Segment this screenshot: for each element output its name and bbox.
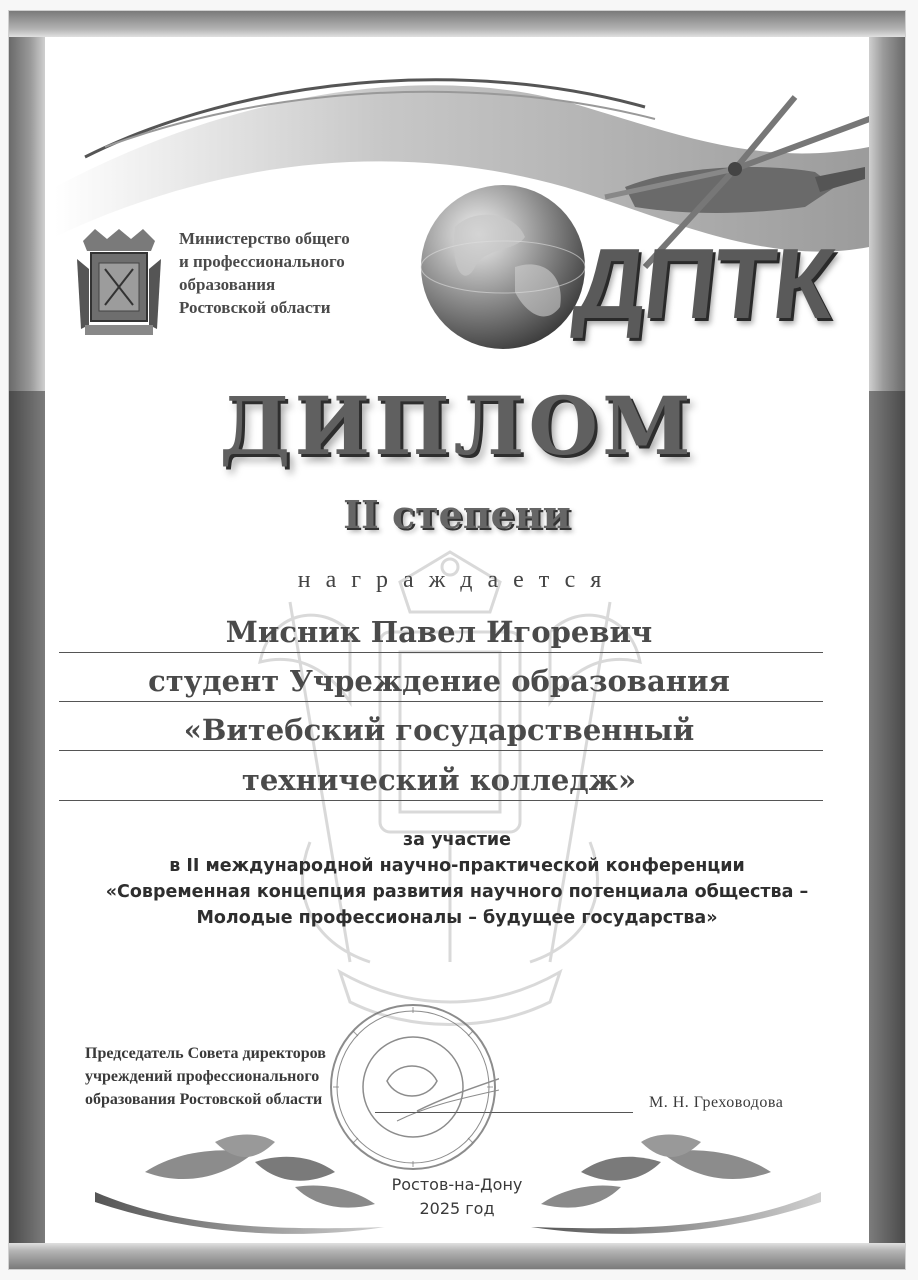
diploma-degree: II степени (343, 492, 571, 537)
diploma-title: ДИПЛОМ (219, 379, 695, 473)
signer-name: М. Н. Греховодова (649, 1094, 784, 1111)
frame-top (9, 11, 905, 37)
chair-line: учреждений профессионального (85, 1068, 320, 1085)
city-and-year (45, 1173, 869, 1221)
ministry-line: Ростовской области (179, 298, 331, 317)
recipient-line: «Витебский государственный (183, 713, 695, 747)
underline (59, 701, 823, 702)
globe-icon (421, 185, 585, 349)
recipient-line: студент Учреждение образования (148, 664, 730, 698)
ministry-line: Министерство общего (179, 229, 350, 248)
recipient-line: Мисник Павел Игоревич (225, 615, 653, 649)
ministry-name (179, 227, 439, 319)
frame-bottom (9, 1243, 905, 1269)
underline (59, 750, 823, 751)
college-logo-text: ДПТК (569, 228, 839, 340)
awarded-label: награждается (297, 567, 617, 593)
underline (59, 800, 823, 801)
participation-line: в II международной научно-практической конференции (169, 856, 745, 876)
city: Ростов-на-Дону (391, 1175, 523, 1194)
participation-line: «Современная концепция развития научного потенциала общества – (105, 882, 809, 902)
ministry-line: образования (179, 275, 276, 294)
participation-text (45, 827, 869, 931)
ministry-line: и профессионального (179, 252, 345, 271)
participation-line: за участие (403, 830, 511, 850)
diploma-page (8, 10, 906, 1270)
year: 2025 год (419, 1199, 495, 1218)
side-band-left (9, 391, 45, 1270)
chair-line: образования Ростовской области (85, 1091, 323, 1108)
underline (59, 652, 823, 653)
participation-line: Молодые профессионалы – будущее государства» (196, 908, 718, 928)
chair-line: Председатель Совета директоров (85, 1045, 326, 1062)
diploma-content (45, 37, 869, 1243)
side-band-right (869, 391, 905, 1270)
recipient-line: технический колледж» (241, 763, 637, 797)
